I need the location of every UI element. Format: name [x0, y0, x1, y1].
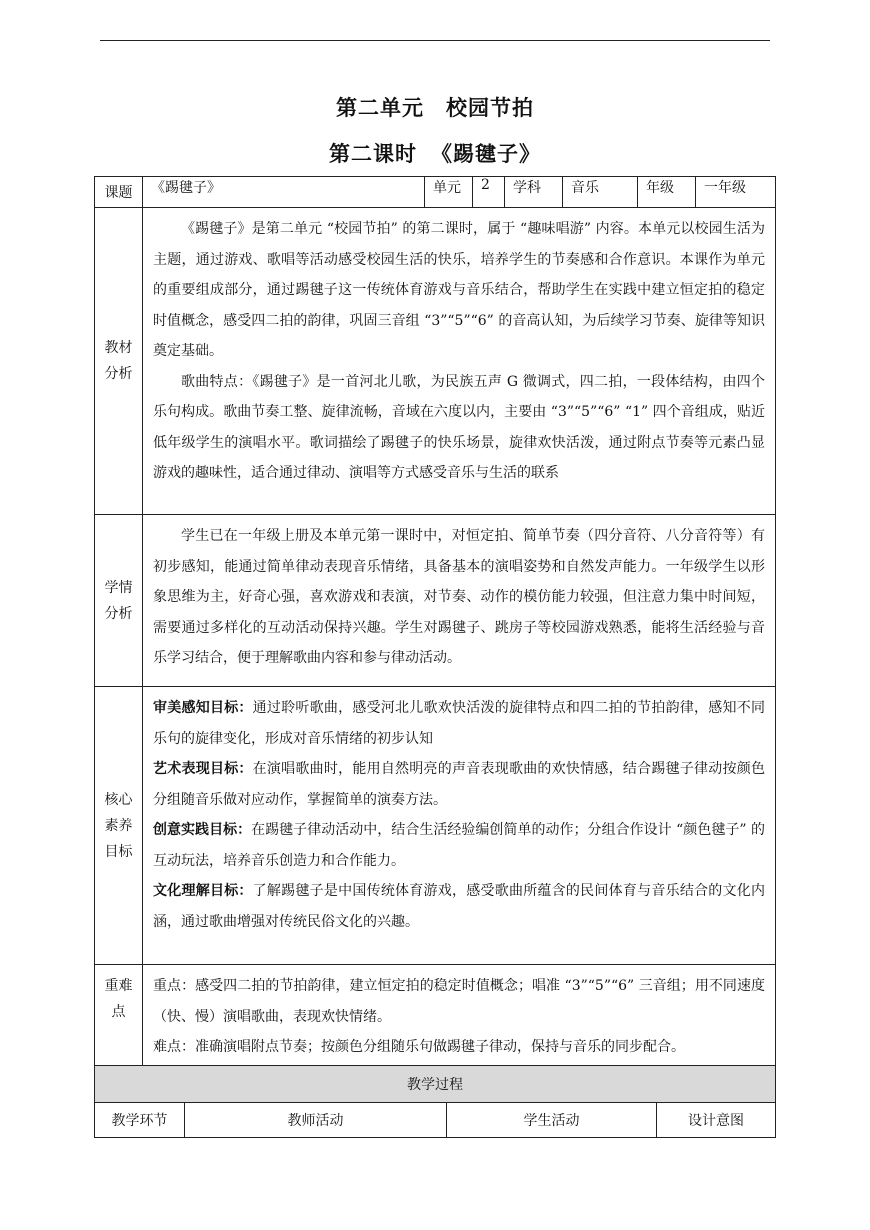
core-goals-row: [95, 687, 776, 965]
grade-value: 一年级: [696, 177, 776, 208]
process-col-teacher: 教师活动: [185, 1103, 447, 1138]
lesson-plan-table: [94, 176, 776, 1070]
topic-value: 《踢毽子》: [143, 177, 425, 208]
student-analysis-label: 学情 分析: [95, 515, 143, 687]
goal-cultural: 文化理解目标：了解踢毽子是中国传统体育游戏，感受歌曲所蕴含的民间体育与音乐结合的文化内涵，通过歌曲增强对传统民俗文化的兴趣。: [153, 883, 766, 930]
material-analysis-para2: 歌曲特点：《踢毽子》是一首河北儿歌，为民族五声 G 微调式，四二拍，一段体结构，由四个乐句构成。歌曲节奏工整、旋律流畅，音域在六度以内，主要由 “3”“5”“6” “1” 四个音组成，贴近低年级学生的演唱水平。歌词描绘了踢毽子的快乐场景，旋律欢快活泼，通过附点节奏等元素凸显游戏的趣味性，适合通过律动、演唱等方式感受音乐与生活的联系: [153, 373, 765, 481]
student-analysis-para1: 学生已在一年级上册及本单元第一课时中，对恒定拍、简单节奏（四分音符、八分音符等）有初步感知，能通过简单律动表现音乐情绪，具备基本的演唱姿势和自然发声能力。一年级学生以形象思维为主，好奇心强，喜欢游戏和表演，对节奏、动作的模仿能力较强，但注意力集中时间短，需要通过多样化的互动活动保持兴趣。学生对踢毽子、跳房子等校园游戏熟悉，能将生活经验与音乐学习结合，便于理解歌曲内容和参与律动活动。: [153, 528, 765, 666]
header-rule: [100, 40, 770, 41]
key-points-label: 重难 点: [95, 965, 143, 1070]
process-col-student: 学生活动: [447, 1103, 657, 1138]
core-goals-content: [143, 687, 776, 965]
material-analysis-row: [95, 208, 776, 515]
key-points-content: [143, 965, 776, 1070]
header-row: [95, 177, 776, 208]
goal-artistic: 艺术表现目标：在演唱歌曲时，能用自然明亮的声音表现歌曲的欢快情感，结合踢毽子律动按颜色分组随音乐做对应动作，掌握简单的演奏方法。: [153, 761, 766, 808]
goal-creative: 创意实践目标：在踢毽子律动活动中，结合生活经验编创简单的动作；分组合作设计 “颜色毽子” 的互动玩法，培养音乐创造力和合作能力。: [153, 822, 765, 869]
unit-label: 单元: [425, 177, 473, 208]
topic-label: 课题: [95, 177, 143, 208]
material-analysis-label: 教材 分析: [95, 208, 143, 515]
student-analysis-content: [143, 515, 776, 687]
lesson-title: 第二课时 《踢毽子》: [329, 141, 541, 166]
process-col-stage: 教学环节: [95, 1103, 185, 1138]
goal-aesthetic: 审美感知目标：通过聆听歌曲，感受河北儿歌欢快活泼的旋律特点和四二拍的节拍韵律，感知不同乐句的旋律变化，形成对音乐情绪的初步认知: [153, 700, 766, 747]
process-title-row: [95, 1066, 776, 1103]
subject-value: 音乐: [563, 177, 638, 208]
key-point-text: 重点：感受四二拍的节拍韵律，建立恒定拍的稳定时值概念；唱准 “3”“5”“6” 三音组；用不同速度（快、慢）演唱歌曲，表现欢快情绪。: [153, 978, 765, 1025]
student-analysis-row: [95, 515, 776, 687]
difficult-point-text: 难点：准确演唱附点节奏；按颜色分组随乐句做踢毽子律动，保持与音乐的同步配合。: [153, 1039, 685, 1055]
process-title: 教学过程: [95, 1066, 776, 1103]
material-analysis-para1: 《踢毽子》是第二单元 “校园节拍” 的第二课时，属于 “趣味唱游” 内容。本单元以校园生活为主题，通过游戏、歌唱等活动感受校园生活的快乐，培养学生的节奏感和合作意识。本课作为单元的重要组成部分，通过踢毽子这一传统体育游戏与音乐结合，帮助学生在实践中建立恒定拍的稳定时值概念，感受四二拍的韵律，巩固三音组 “3”“5”“6” 的音高认知，为后续学习节奏、旋律等知识奠定基础。: [153, 221, 765, 359]
process-header-row: [95, 1103, 776, 1138]
material-analysis-content: [143, 208, 776, 515]
process-col-intent: 设计意图: [657, 1103, 776, 1138]
unit-value: 2: [473, 177, 505, 208]
grade-label: 年级: [638, 177, 696, 208]
teaching-process-table: [94, 1065, 776, 1138]
unit-title: 第二单元 校园节拍: [336, 95, 534, 120]
key-points-row: [95, 965, 776, 1070]
core-goals-label: 核心 素养 目标: [95, 687, 143, 965]
subject-label: 学科: [505, 177, 563, 208]
